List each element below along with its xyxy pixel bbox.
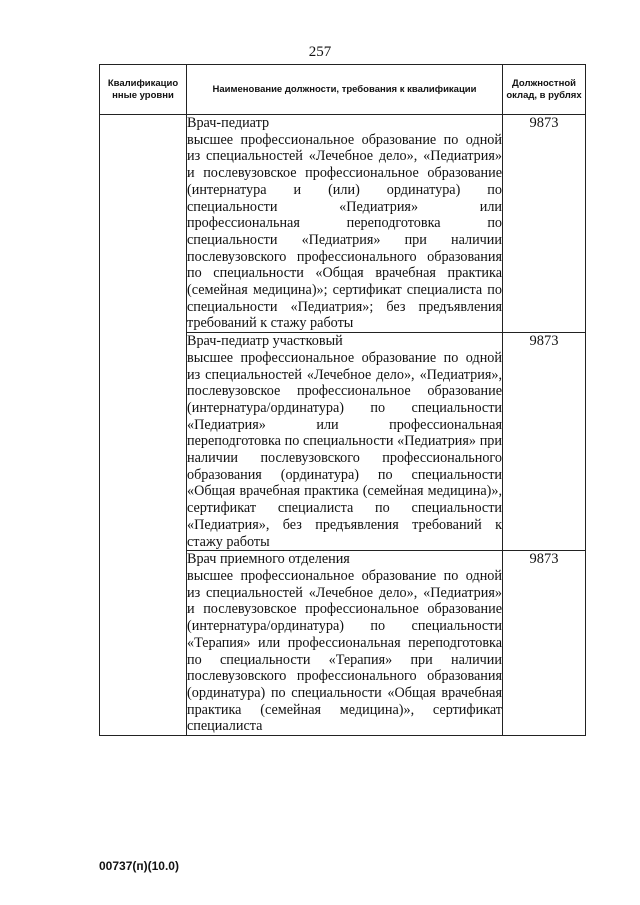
- position-cell: [187, 115, 503, 333]
- position-title: Врач-педиатр участковый: [187, 333, 343, 350]
- table-header-row: [100, 65, 586, 115]
- qualification-table: [99, 64, 586, 736]
- document-code: 00737(п)(10.0): [99, 859, 179, 873]
- position-title: Врач приемного отделения: [187, 551, 350, 568]
- table-row: [100, 115, 586, 333]
- position-requirements: высшее профессиональное образование по одной из специальностей «Лечебное дело», «Педиатрия» и послевузовское профессиональное образование (интернатура/ординатура) по специальности «Терапия» или профессиональная переподготовка по специальности «Терапия» при наличии послевузовского профессионального образования (ординатура) по специальности «Общая врачебная практика (семейная медицина)», сертификат специалиста: [187, 567, 502, 735]
- position-requirements: высшее профессиональное образование по одной из специальностей «Лечебное дело», «Педиатрия» и послевузовское профессиональное образование (интернатура и (или) ординатура) по специальности «Педиатрия» или профессиональная переподготовка по специальности «Педиатрия» при наличии послевузовского профессионального образования по специальности «Общая врачебная практика (семейная медицина)»; сертификат специалиста по специальности «Педиатрия»; без предъявления требований к стажу работы: [187, 131, 502, 332]
- qualification-level-cell: [100, 115, 187, 736]
- header-qualification-levels: Квалификацио нные уровни: [100, 65, 187, 115]
- header-salary: Должностной оклад, в рублях: [503, 65, 586, 115]
- salary-cell: 9873: [503, 115, 586, 333]
- header-position-requirements: Наименование должности, требования к квалификации: [187, 65, 503, 115]
- position-title: Врач-педиатр: [187, 115, 270, 131]
- salary-cell: 9873: [503, 551, 586, 736]
- page-number: 257: [308, 44, 332, 60]
- position-cell: [187, 333, 503, 551]
- position-requirements: высшее профессиональное образование по одной из специальностей «Лечебное дело», «Педиатрия», послевузовское профессиональное образование (интернатура/ординатура) по специальности «Педиатрия» или профессиональная переподготовка по специальности «Педиатрия» при наличии послевузовского профессионального образования (ординатура) по специальности «Общая врачебная практика (семейная медицина)», сертификат специалиста по специальности «Педиатрия», без предъявления требований к стажу работы: [187, 349, 502, 550]
- position-cell: [187, 551, 503, 736]
- salary-cell: 9873: [503, 333, 586, 551]
